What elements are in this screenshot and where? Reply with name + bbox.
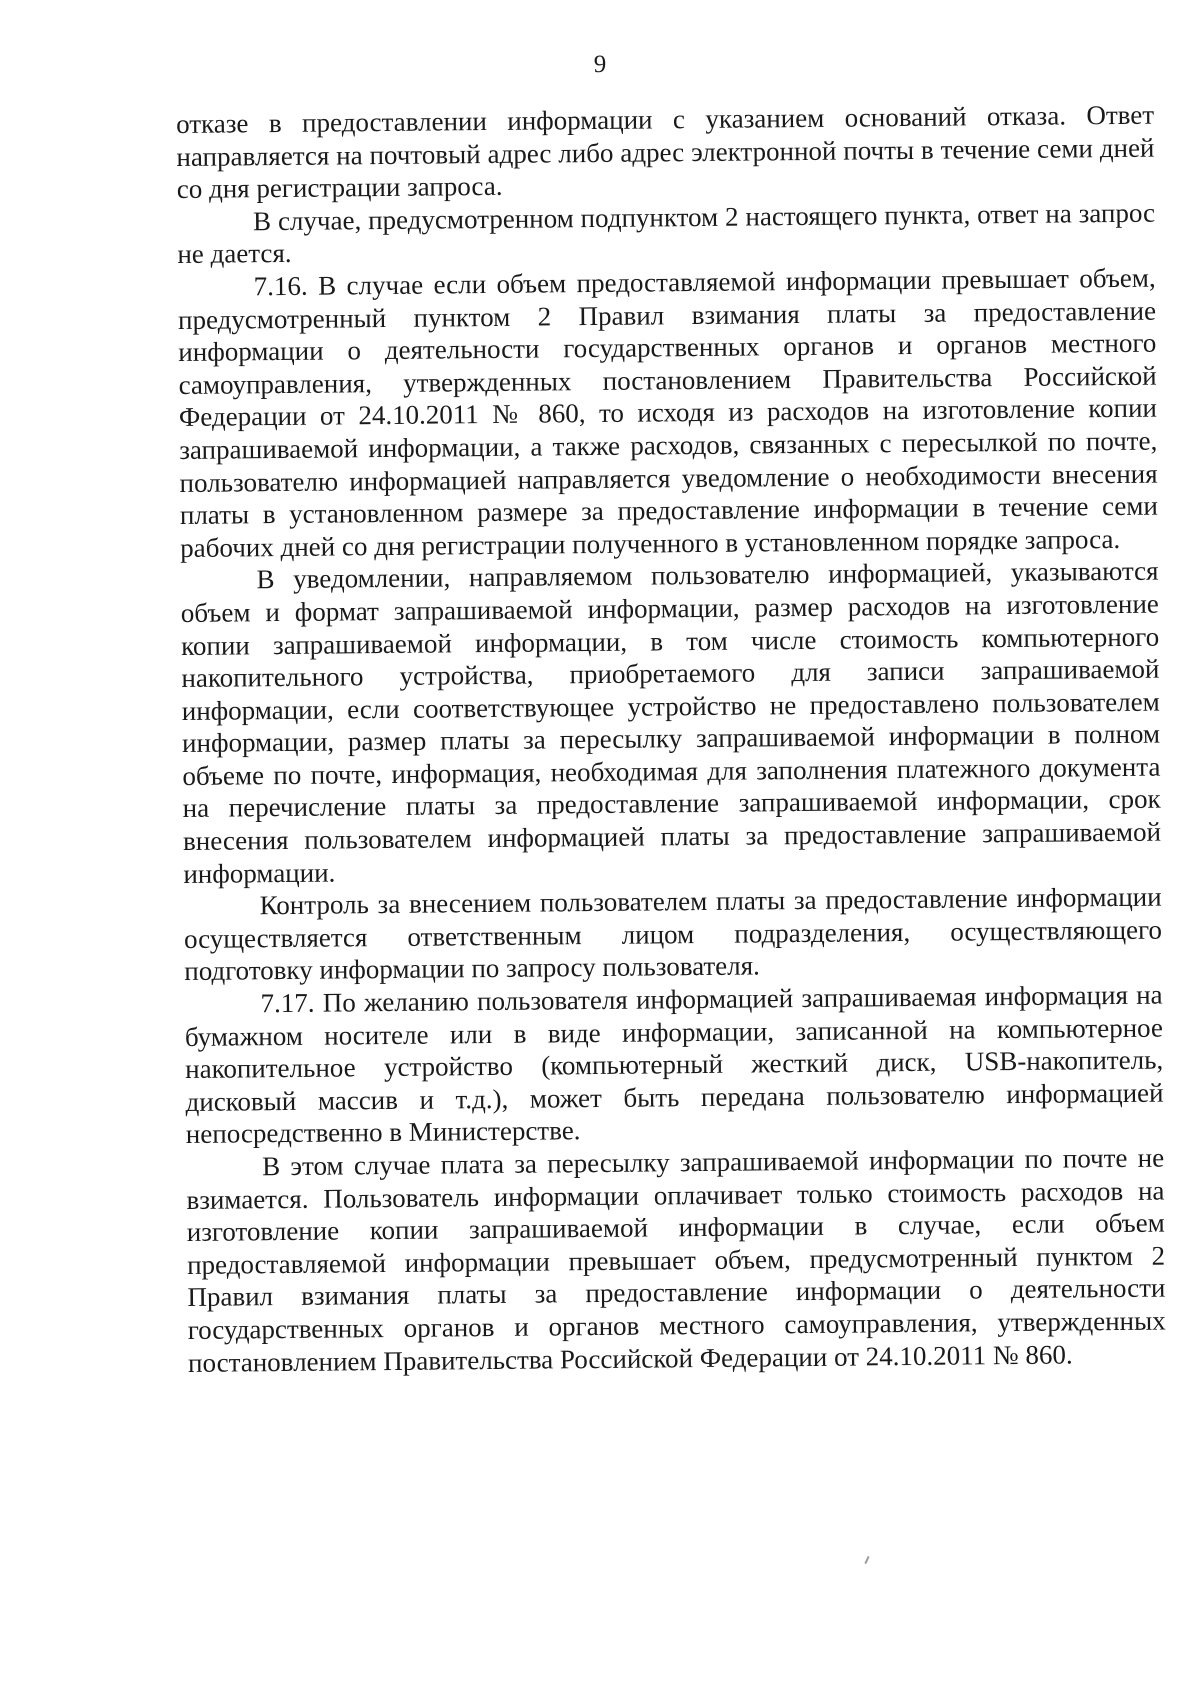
- document-body: [176, 99, 1166, 1379]
- paragraph-clause-7-17: 7.17. По желанию пользователя информацией запрашиваемая информация на бумажном носителе или в виде информации, записанной на компьютерное накопительное устройство (компьютерный жесткий диск, USB-накопитель, дисковый массив и т.д.), может быть передана пользователю информацией непосредственно в Министерстве.: [184, 979, 1164, 1150]
- scan-speck: [864, 1556, 869, 1564]
- paragraph-subpoint-2: В случае, предусмотренном подпунктом 2 настоящего пункта, ответ на запрос не дается.: [177, 197, 1156, 270]
- paragraph-clause-7-16: 7.16. В случае если объем предоставляемой информации превышает объем, предусмотренный пунктом 2 Правил взимания платы за предоставление информации о деятельности государственных органов и органов местного самоуправления, утвержденных постановлением Правительства Российской Федерации от 24.10.2011 № 860, то исходя из расходов на изготовление копии запрашиваемой информации, а также расходов, связанных с пересылкой по почте, пользователю информацией направляется уведомление о необходимости внесения платы в установленном размере за предоставление информации в течение семи рабочих дней со дня регистрации полученного в установленном порядке запроса.: [177, 262, 1159, 563]
- page-number: 9: [593, 51, 607, 78]
- paragraph-continuation: отказе в предоставлении информации с указанием оснований отказа. Ответ направляется на почтовый адрес либо адрес электронной почты в течение семи дней со дня регистрации запроса.: [176, 99, 1155, 205]
- paragraph-control: Контроль за внесением пользователем платы за предоставление информации осуществляется ответственным лицом подразделения, осуществляющего подготовку информации по запросу пользователя.: [183, 881, 1163, 987]
- paragraph-postage: В этом случае плата за пересылку запрашиваемой информации по почте не взимается. Пользователь информации оплачивает только стоимость расходов на изготовление копии запрашиваемой информации в случае, если объем предоставляемой информации превышает объем, предусмотренный пунктом 2 Правил взимания платы за предоставление информации о деятельности государственных органов и органов местного самоуправления, утвержденных постановлением Правительства Российской Федерации от 24.10.2011 № 860.: [186, 1142, 1166, 1378]
- paragraph-notification: В уведомлении, направляемом пользователю информацией, указываются объем и формат запрашиваемой информации, размер расходов на изготовление копии запрашиваемой информации, в том числе стоимость компьютерного накопительного устройства, приобретаемого для записи запрашиваемой информации, если соответствующее устройство не предоставлено пользователем информации, размер платы за пересылку запрашиваемой информации в полном объеме по почте, информация, необходимая для заполнения платежного документа на перечисление платы за предоставление запрашиваемой информации, срок внесения пользователем информацией платы за предоставление запрашиваемой информации.: [180, 555, 1162, 889]
